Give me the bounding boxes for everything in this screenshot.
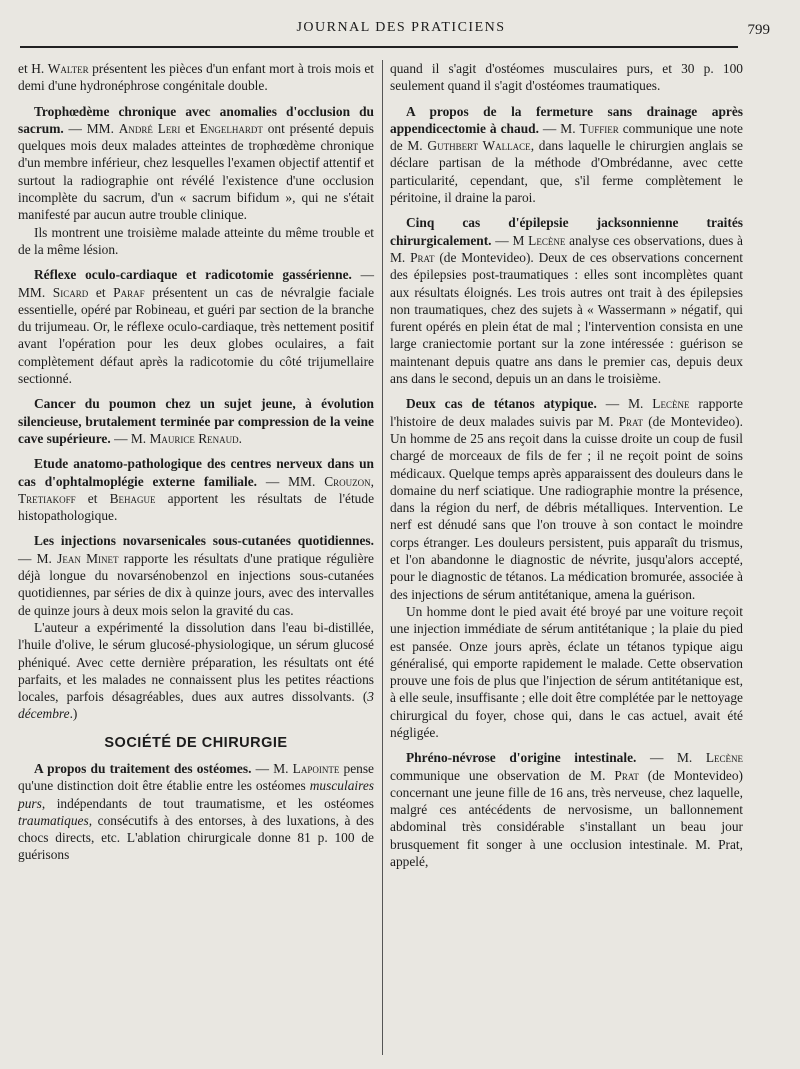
emphasis-text: traumatiques: [18, 812, 89, 828]
author-name: Prat: [618, 413, 644, 429]
author-name: Prat: [410, 249, 435, 265]
author-name: Guthbert Wallace: [427, 138, 531, 154]
article-heading: A propos de la fermeture sans drainage après appendicectomie à chaud.: [390, 103, 743, 136]
paragraph-troisieme-malade: Ils montrent une troisième malade atteinte du même trouble et de la même lésion.: [18, 224, 374, 257]
paragraph-osteomes-continued: quand il s'agit d'ostéomes musculaires purs, et 30 p. 100 seulement quand il s'agit d'ostéomes traumatiques.: [390, 61, 743, 94]
author-name: Tretiakoff: [18, 490, 76, 506]
paragraph-cancer-poumon: Cancer du poumon chez un sujet jeune, à évolution silencieuse, brutalement terminée par compression de la veine cave supérieure. — M. Maurice Renaud.: [18, 396, 374, 446]
article-heading: Phréno-névrose d'origine intestinale.: [406, 750, 637, 766]
author-name: Sicard: [52, 284, 89, 300]
paragraph-reflexe: Réflexe oculo-cardiaque et radicotomie gassérienne. — MM. Sicard et Paraf présentent un cas de névralgie faciale essentielle, opéré par Robineau, et guéri par section de la branche du trijumeau. Or, le réflexe oculo-cardiaque, très nettement positif avant l'opération pour les deux globes oculaires, a fait complètement défaut après la radicotomie du côté trijumellaire sectionné.: [18, 267, 375, 387]
paragraph-trophoedeme: Trophœdème chronique avec anomalies d'occlusion du sacrum. — MM. André Leri et Engelhardt ont présenté depuis quelques mois deux malades atteintes de trophœdème chronique d'un membre inférieur, chez lesquelles l'examen objectif attentif et surtout la radiographie ont révélé l'existence d'une occlusion incomplète du sacrum, d'un « sacrum bifidum », qui ne s'était manifesté par aucun autre trouble clinique.: [18, 103, 375, 223]
left-column: [18, 60, 374, 864]
paragraph-osteomes: A propos du traitement des ostéomes. — M. Lapointe pense qu'une distinction doit être établie entre les ostéomes musculaires purs, indépendants de tout traumatisme, et les ostéomes traumatiques, consécutifs à des entorses, à des luxations, à des chocs directs, etc. L'ablation chirurgicale donne 81 p. 100 de guérisons: [18, 760, 374, 863]
paragraph-etude-anatomo: Etude anatomo-pathologique des centres nerveux dans un cas d'ophtalmoplégie externe familiale. — MM. Crouzon, Tretiakoff et Behague apportent les résultats de l'étude histopathologique.: [18, 456, 375, 524]
date-note: 3 décembre: [18, 689, 374, 722]
paragraph-phreno-nevrose: Phréno-névrose d'origine intestinale. — M. Lecène communique une observation de M. Prat (de Montevideo) concernant une jeune fille de 16 ans, très nerveuse, chez laquelle, malgré ces antécédents de nervosisme, un ballonnement abdominal très considérable s'installant un beau jour brusquement fit songer à une occlusion intestinale. M. Prat, appelé,: [390, 750, 743, 870]
paragraph-appendicectomie: A propos de la fermeture sans drainage après appendicectomie à chaud. — M. Tuffier communique une note de M. Guthbert Wallace, dans laquelle le chirurgien anglais se déclare partisan de la méthode d'Ombrédanne, avec cette particularité, cependant, que, s'il ferme complètement le péritoine, il draine la paroi.: [390, 103, 743, 206]
author-name: André Leri: [118, 120, 181, 136]
author-name: Jean Minet: [57, 550, 119, 566]
author-name: Engelhardt: [199, 120, 263, 136]
author-name: Crouzon: [324, 473, 371, 489]
article-heading: Etude anatomo-pathologique des centres nerveux dans un cas d'ophtalmoplégie externe familiale.: [18, 456, 374, 489]
author-name: Tuffier: [579, 120, 619, 136]
article-heading: Deux cas de tétanos atypique.: [406, 396, 597, 412]
header-rule: [20, 46, 738, 48]
author-name: Prat: [614, 767, 639, 783]
article-heading: Trophœdème chronique avec anomalies d'occlusion du sacrum.: [18, 103, 374, 136]
paragraph-hydronephrose: et H. Walter présentent les pièces d'un enfant mort à trois mois et demi d'une hydronéphrose congénitale double.: [18, 61, 374, 94]
author-name: Behague: [109, 490, 156, 506]
emphasis-text: musculaires purs: [18, 778, 374, 811]
article-heading: Cinq cas d'épilepsie jacksonnienne traités chirurgicalement.: [390, 215, 743, 248]
article-heading: A propos du traitement des ostéomes.: [34, 760, 252, 776]
author-name: Lecène: [652, 396, 690, 412]
author-name: Lecène: [705, 750, 743, 766]
paragraph-epilepsie: Cinq cas d'épilepsie jacksonnienne traités chirurgicalement. — M Lecène analyse ces observations, dues à M. Prat (de Montevideo). Deux de ces observations concernent des épilepsies post-traumatiques : elles sont incomplètes quant aux résultats éloignés. Les trois autres ont trait à des épilepsies non traumatiques, chez des sujets à « Wassermann » négatif, qui furent opérés en plein état de mal ; l'intervention consista en une large craniectomie portant sur la zone intéressée : guérison se maintenant depuis quatre ans dans le premier cas, depuis deux ans dans le second, depuis un an dans le troisième.: [390, 215, 744, 387]
section-heading: SOCIÉTÉ DE CHIRURGIE: [104, 734, 288, 751]
paragraph-dissolution: L'auteur a expérimenté la dissolution dans l'eau bi-distillée, l'huile d'olive, le sérum glucosé-physiologique, un sérum glucosé phéniqué. Avec cette dernière préparation, les résultats ont été parfaits, et les malades ne connaissent plus les petites réactions locales, parfois désagréables, dues aux autres dissolvants. (3 décembre.): [18, 619, 374, 722]
right-column: [390, 60, 743, 870]
journal-title: JOURNAL DES PRATICIENS: [296, 20, 506, 35]
paragraph-tetanos: Deux cas de tétanos atypique. — M. Lecène rapporte l'histoire de deux malades suivis par M. Prat (de Montevideo). Un homme de 25 ans reçoit dans la cuisse droite un coup de fusil chargé de morceaux de fils de fer ; il ne reçoit point de soins médicaux. Quelque temps après apparaissent des douleurs dans le domaine du nerf sciatique. Une radiographie montre la présence, dans la région du nerf, de débris métalliques. Intervention. Le nerf est dénudé sans que l'on trouve à son contact le moindre corps étranger. Les douleurs persistent, puis apparaît du trismus, et l'on abandonne le diagnostic de névrite, jusqu'alors accepté, pour le diagnostic de tétanos. La médication bromurée, associée à des injections de sérum antitétanique, amena la guérison.: [390, 396, 743, 602]
author-name: Paraf: [113, 284, 145, 300]
author-name: Maurice Renaud: [149, 430, 239, 446]
article-heading: Réflexe oculo-cardiaque et radicotomie gassérienne.: [34, 267, 352, 283]
page-number: 799: [747, 22, 770, 38]
author-name: Lapointe: [292, 760, 340, 776]
column-divider: [382, 60, 383, 1055]
paragraph-pied-broye: Un homme dont le pied avait été broyé par une voiture reçoit une injection immédiate de sérum antitétanique ; la plaie du pied est pansée. Onze jours après, éclate un tétanos typique aigu généralisé, qui emporte rapidement le malade. Cette observation prouve une fois de plus que l'injection de sérum antitétanique est, à elle seule, insuffisante ; elle doit être complétée par le nettoyage chirurgical du foyer, chose qui, dans le cas actuel, avait été négligée.: [390, 603, 743, 740]
article-heading: Les injections novarsenicales sous-cutanées quotidiennes.: [34, 533, 374, 549]
article-heading: Cancer du poumon chez un sujet jeune, à évolution silencieuse, brutalement terminée par compression de la veine cave supérieure.: [18, 396, 374, 446]
running-header: [20, 14, 782, 42]
paragraph-injections: Les injections novarsenicales sous-cutanées quotidiennes. — M. Jean Minet rapporte les résultats d'une pratique régulière déjà longue du novarsénobenzol en injections sous-cutanées quotidiennes, par séries de dix à quinze jours, avec des intervalles de quinze jours à deux mois selon la gravité du cas.: [18, 533, 374, 618]
author-name: Walter: [47, 61, 89, 76]
author-name: Lecène: [528, 232, 566, 248]
